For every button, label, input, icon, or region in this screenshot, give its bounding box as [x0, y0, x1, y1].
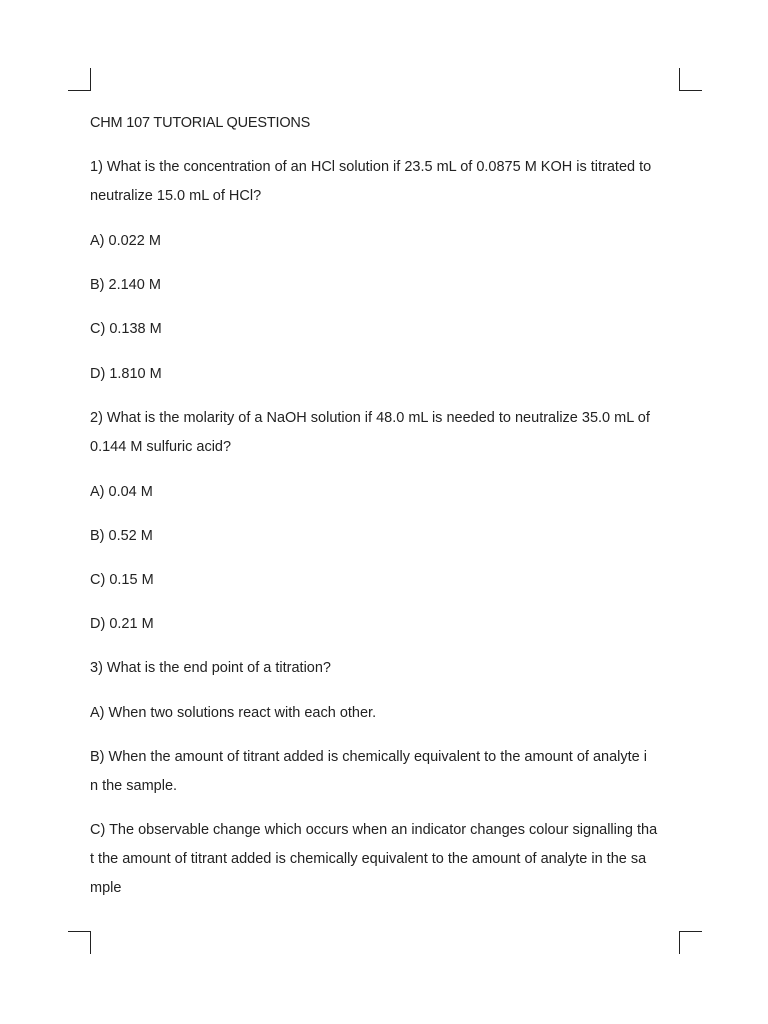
question-2-option-c: C) 0.15 M: [90, 572, 154, 588]
question-1-text-line-1: 1) What is the concentration of an HCl solution if 23.5 mL of 0.0875 M KOH is titrated to: [90, 159, 652, 175]
question-3-option-b-line-2: n the sample.: [90, 778, 178, 794]
crop-mark-bottom-right: [679, 931, 702, 954]
crop-mark-top-right: [679, 68, 702, 91]
page-title: CHM 107 TUTORIAL QUESTIONS: [90, 115, 311, 131]
question-3-option-c-line-3: mple: [90, 880, 122, 896]
question-3-text: 3) What is the end point of a titration?: [90, 660, 331, 676]
question-1-option-c: C) 0.138 M: [90, 321, 162, 337]
question-3-option-b-line-1: B) When the amount of titrant added is chemically equivalent to the amount of analyte i: [90, 749, 647, 765]
question-2-option-d: D) 0.21 M: [90, 616, 154, 632]
question-3-option-c-line-2: t the amount of titrant added is chemically equivalent to the amount of analyte in the sa: [90, 851, 647, 867]
question-3-option-a: A) When two solutions react with each other.: [90, 705, 377, 721]
question-1-option-d: D) 1.810 M: [90, 366, 162, 382]
question-1-option-b: B) 2.140 M: [90, 277, 161, 293]
question-2-text-line-1: 2) What is the molarity of a NaOH solution if 48.0 mL is needed to neutralize 35.0 mL of: [90, 410, 650, 426]
crop-mark-top-left: [68, 68, 91, 91]
question-2-option-b: B) 0.52 M: [90, 528, 153, 544]
question-2-option-a: A) 0.04 M: [90, 484, 153, 500]
question-2-text-line-2: 0.144 M sulfuric acid?: [90, 439, 232, 455]
question-1-text-line-2: neutralize 15.0 mL of HCl?: [90, 188, 262, 204]
question-1-option-a: A) 0.022 M: [90, 233, 161, 249]
crop-mark-bottom-left: [68, 931, 91, 954]
question-3-option-c-line-1: C) The observable change which occurs when an indicator changes colour signalling tha: [90, 822, 658, 838]
